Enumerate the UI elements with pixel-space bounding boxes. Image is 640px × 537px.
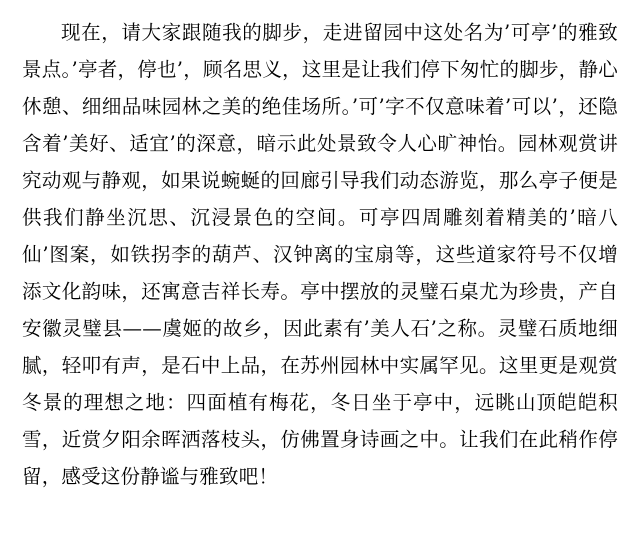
document-paragraph: 现在，请大家跟随我的脚步，走进留园中这处名为’可亭’的雅致景点。’亭者，停也’，顾名思义，这里是让我们停下匆忙的脚步，静心休憩、细细品味园林之美的绝佳场所。’可’字不仅意味着’可以’，还隐含着’美好、适宜’的深意，暗示此处景致令人心旷神怡。园林观赏讲究动观与静观，如果说蜿蜒的回廊引导我们动态游览，那么亭子便是供我们静坐沉思、沉浸景色的空间。可亭四周雕刻着精美的’暗八仙’图案，如铁拐李的葫芦、汉钟离的宝扇等，这些道家符号不仅增添文化韵味，还寓意吉祥长寿。亭中摆放的灵璧石桌尤为珍贵，产自安徽灵璧县——虞姬的故乡，因此素有’美人石’之称。灵璧石质地细腻，轻叩有声，是石中上品，在苏州园林中实属罕见。这里更是观赏冬景的理想之地：四面植有梅花，冬日坐于亭中，远眺山顶皑皑积雪，近赏夕阳余晖洒落枝头，仿佛置身诗画之中。让我们在此稍作停留，感受这份静谧与雅致吧！ [22, 21, 618, 488]
